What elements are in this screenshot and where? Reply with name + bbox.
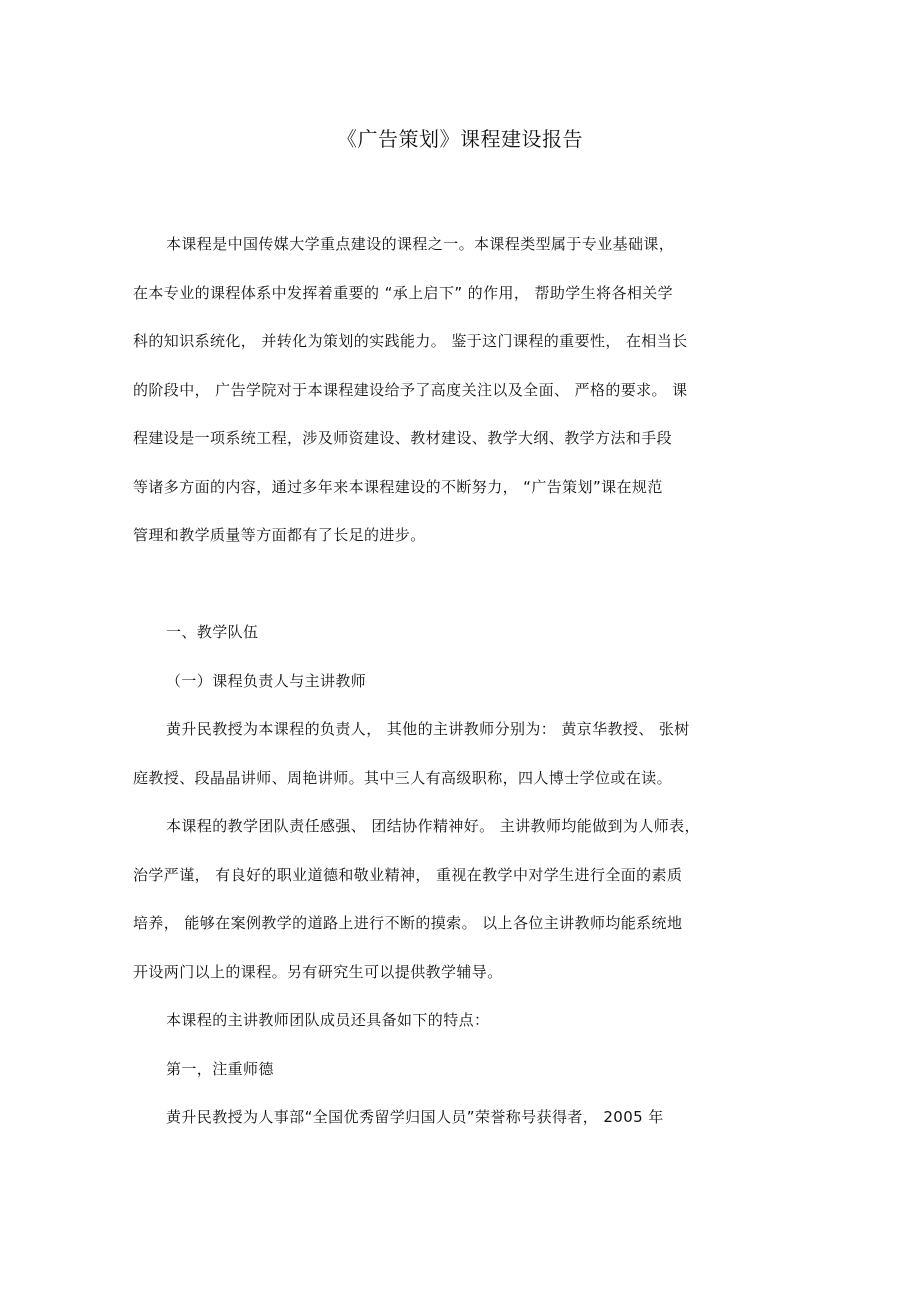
intro-line: 本课程是中国传媒大学重点建设的课程之一。本课程类型属于专业基础课， [166,235,675,253]
paragraph-line: 治学严谨， 有良好的职业道德和敬业精神， 重视在教学中对学生进行全面的素质 [133,866,683,884]
document-title: 《广告策划》课程建设报告 [337,127,583,151]
point-heading: 第一，注重师德 [166,1060,274,1078]
subsection-heading: （一）课程负责人与主讲教师 [166,672,367,690]
intro-line: 等诸多方面的内容，通过多年来本课程建设的不断努力， “广告策划”课在规范 [133,478,663,496]
intro-line: 在本专业的课程体系中发挥着重要的 “承上启下” 的作用， 帮助学生将各相关学 [133,284,674,302]
paragraph-line: 开设两门以上的课程。另有研究生可以提供教学辅导。 [133,963,503,981]
paragraph-line: 庭教授、段晶晶讲师、周艳讲师。其中三人有高级职称，四人博士学位或在读。 [133,769,673,787]
paragraph-line: 黄升民教授为本课程的负责人， 其他的主讲教师分别为： 黄京华教授、 张树 [166,720,690,738]
paragraph-line: 本课程的教学团队责任感强、 团结协作精神好。 主讲教师均能做到为人师表， [166,817,700,835]
intro-line: 程建设是一项系统工程，涉及师资建设、教材建设、教学大纲、教学方法和手段 [133,429,673,447]
section-heading: 一、教学队伍 [166,623,259,641]
intro-line: 的阶段中， 广告学院对于本课程建设给予了高度关注以及全面、 严格的要求。 课 [133,381,688,399]
paragraph-line: 黄升民教授为人事部“全国优秀留学归国人员”荣誉称号获得者， 2005 年 [166,1108,664,1126]
paragraph-line: 本课程的主讲教师团队成员还具备如下的特点： [166,1011,490,1029]
intro-line: 管理和教学质量等方面都有了长足的进步。 [133,526,426,544]
paragraph-line: 培养， 能够在案例教学的道路上进行不断的摸索。 以上各位主讲教师均能系统地 [133,914,683,932]
intro-line: 科的知识系统化， 并转化为策划的实践能力。 鉴于这门课程的重要性， 在相当长 [133,332,688,350]
